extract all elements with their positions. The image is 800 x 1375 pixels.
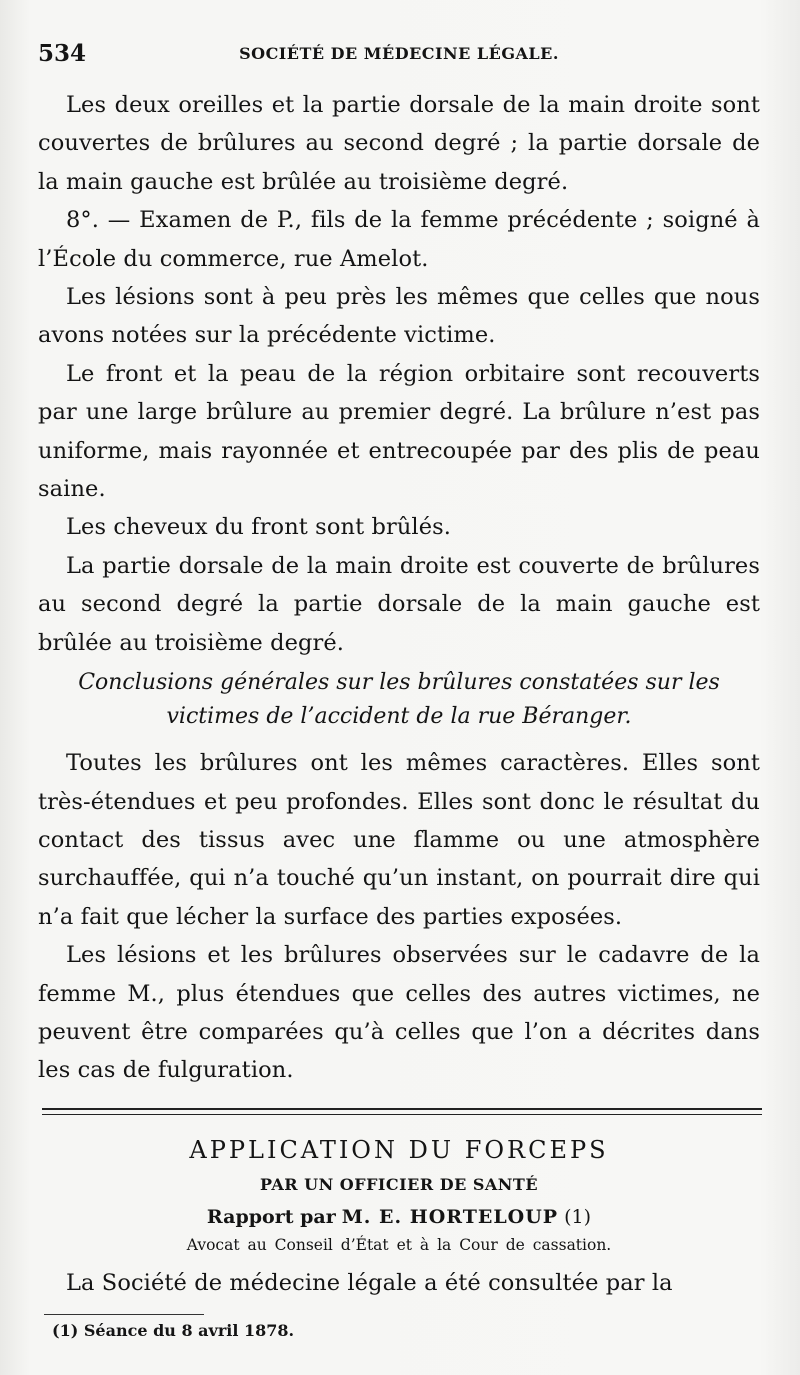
paragraph: Les lésions sont à peu près les mêmes que celles que nous avons notées sur la précédente victime.	[38, 284, 760, 349]
author-affiliation: Avocat au Conseil d’État et à la Cour de cassation.	[186, 1235, 612, 1254]
footnote-reference: (1)	[564, 1205, 592, 1228]
page-number: 534	[38, 40, 87, 67]
section-heading-line: Conclusions générales sur les brûlures constatées sur les	[78, 670, 720, 696]
running-head: SOCIÉTÉ DE MÉDECINE LÉGALE.	[239, 44, 559, 63]
author-name: M. E. HORTELOUP	[341, 1205, 559, 1228]
paragraph: Les cheveux du front sont brûlés.	[66, 514, 452, 541]
paragraph: 8°. — Examen de P., fils de la femme précédente ; soigné à l’École du commerce, rue Amelot.	[38, 207, 760, 272]
page-body	[38, 86, 760, 1340]
footnote: (1) Séance du 8 avril 1878.	[52, 1321, 295, 1341]
report-label: Rapport par	[206, 1205, 336, 1228]
section-divider	[42, 1108, 762, 1115]
paragraph: La partie dorsale de la main droite est couverte de brûlures au second degré la partie dorsale de la main gauche est brûlée au troisième degré.	[38, 552, 760, 656]
paragraph: La Société de médecine légale a été consultée par la	[66, 1269, 673, 1296]
section-heading	[38, 666, 760, 734]
article-title: APPLICATION DU FORCEPS	[189, 1135, 609, 1164]
footnote-rule	[44, 1314, 204, 1315]
report-byline	[38, 1206, 760, 1228]
paragraph: Les deux oreilles et la partie dorsale de la main droite sont couvertes de brûlures au second degré ; la partie dorsale de la main gauche est brûlée au troisième degré.	[38, 92, 760, 195]
paragraph: Le front et la peau de la région orbitaire sont recouverts par une large brûlure au premier degré. La brûlure n’est pas uniforme, mais rayonnée et entrecoupée par des plis de peau saine.	[38, 360, 760, 503]
paragraph: Toutes les brûlures ont les mêmes caractères. Elles sont très-étendues et peu profondes. Elles sont donc le résultat du contact des tissus avec une flamme ou une atmosphère surchauffée, qui n’a touché qu’un instant, on pourrait dire qui n’a fait que lécher la surface des parties exposées.	[38, 750, 760, 930]
article-subtitle: PAR UN OFFICIER DE SANTÉ	[259, 1174, 539, 1194]
page-header	[38, 40, 760, 70]
section-heading-line: victimes de l’accident de la rue Béranger.	[166, 704, 632, 730]
paragraph: Les lésions et les brûlures observées sur le cadavre de la femme M., plus étendues que celles des autres victimes, ne peuvent être comparées qu’à celles que l’on a décrites dans les cas de fulguration.	[38, 942, 760, 1084]
